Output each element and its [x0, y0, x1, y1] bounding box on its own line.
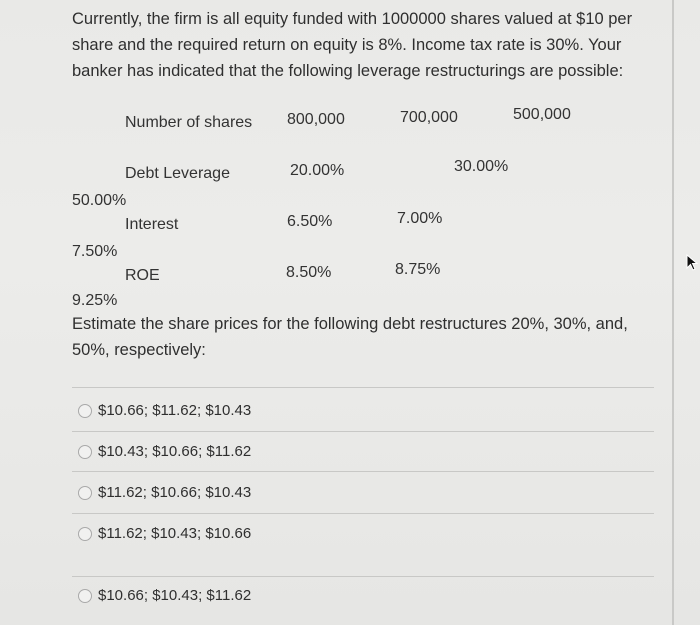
shares-value-2: 700,000: [400, 109, 458, 126]
question-prompt: Estimate the share prices for the following debt restructures 20%, 30%, and, 50%, respectively:: [72, 315, 628, 359]
debt-value-3: 50.00%: [72, 192, 127, 209]
roe-value-3: 9.25%: [72, 292, 118, 309]
divider: [72, 576, 654, 577]
panel-edge: [672, 0, 674, 625]
row-label-interest: Interest: [125, 216, 179, 233]
interest-value-3: 7.50%: [72, 243, 118, 260]
option-5[interactable]: [78, 587, 251, 604]
roe-value-2: 8.75%: [395, 261, 441, 278]
divider: [72, 513, 654, 514]
divider: [72, 471, 654, 472]
divider: [72, 387, 654, 388]
shares-value-3: 500,000: [513, 106, 571, 123]
radio-button-icon[interactable]: [78, 486, 92, 500]
option-label: $10.43; $10.66; $11.62: [98, 443, 252, 460]
option-label: $11.62; $10.43; $10.66: [98, 525, 252, 542]
option-label: $10.66; $11.62; $10.43: [98, 402, 252, 419]
roe-value-1: 8.50%: [286, 264, 332, 281]
radio-button-icon[interactable]: [78, 445, 92, 459]
option-label: $10.66; $10.43; $11.62: [98, 587, 252, 604]
debt-value-2: 30.00%: [454, 158, 509, 175]
mouse-cursor-icon: [686, 254, 700, 272]
option-1[interactable]: [78, 402, 251, 419]
question-intro: Currently, the firm is all equity funded with 1000000 shares valued at $10 per share and the required return on equity is 8%. Income tax rate is 30%. Your banker has indicated that the following leverage restructurings are possible:: [72, 10, 633, 80]
divider: [72, 431, 654, 432]
debt-value-1: 20.00%: [290, 162, 345, 179]
interest-value-2: 7.00%: [397, 210, 443, 227]
shares-value-1: 800,000: [287, 111, 345, 128]
row-label-shares: Number of shares: [125, 114, 253, 131]
option-3[interactable]: [78, 484, 251, 501]
option-4[interactable]: [78, 525, 251, 542]
row-label-debt: Debt Leverage: [125, 165, 230, 182]
interest-value-1: 6.50%: [287, 213, 333, 230]
row-label-roe: ROE: [125, 267, 160, 284]
option-label: $11.62; $10.66; $10.43: [98, 484, 252, 501]
radio-button-icon[interactable]: [78, 527, 92, 541]
option-2[interactable]: [78, 443, 251, 460]
radio-button-icon[interactable]: [78, 589, 92, 603]
radio-button-icon[interactable]: [78, 404, 92, 418]
